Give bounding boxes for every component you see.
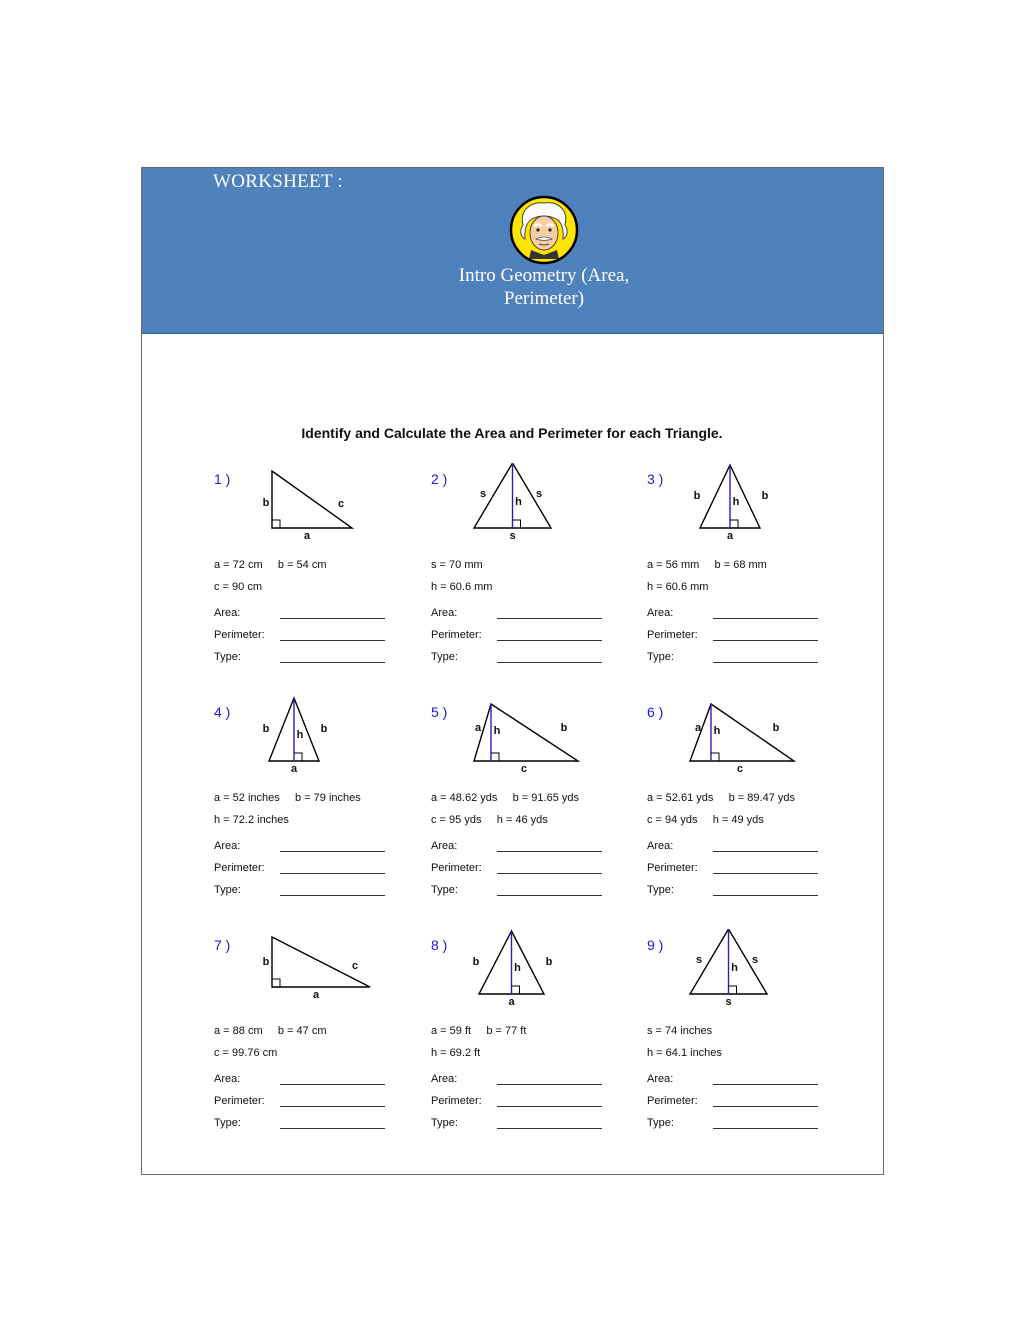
- topic-line-2: Perimeter): [503, 288, 585, 309]
- problem-8: [431, 937, 639, 1147]
- side-label-base: a: [303, 530, 311, 542]
- perimeter-answer-row: [431, 629, 603, 643]
- perimeter-answer-blank[interactable]: [280, 873, 385, 874]
- triangle-figure: [214, 696, 414, 776]
- area-answer-row: [647, 607, 819, 621]
- right-angle-mark: [272, 520, 280, 528]
- given-values-line-1: s = 70 mm: [431, 559, 483, 571]
- perimeter-label: Perimeter:: [431, 1095, 482, 1107]
- right-angle-mark: [711, 753, 719, 761]
- instructions: Identify and Calculate the Area and Perimeter for each Triangle.: [301, 425, 723, 441]
- given-values-line-1: a = 56 mm b = 68 mm: [647, 559, 767, 571]
- given-values-line-1: a = 48.62 yds b = 91.65 yds: [431, 792, 579, 804]
- problem-number: 7 ): [214, 937, 231, 953]
- area-answer-blank[interactable]: [713, 618, 818, 619]
- perimeter-answer-blank[interactable]: [497, 1106, 602, 1107]
- type-label: Type:: [647, 884, 674, 896]
- problem-9: [647, 937, 855, 1147]
- given-values-line-1: a = 52.61 yds b = 89.47 yds: [647, 792, 795, 804]
- side-label-left: b: [262, 723, 270, 735]
- area-answer-blank[interactable]: [713, 1084, 818, 1085]
- type-answer-blank[interactable]: [280, 895, 385, 896]
- perimeter-label: Perimeter:: [214, 629, 265, 641]
- type-answer-row: [431, 1117, 603, 1131]
- side-label-vertical: b: [262, 956, 270, 968]
- area-label: Area:: [647, 607, 674, 619]
- given-values-line-2: h = 69.2 ft: [431, 1047, 481, 1059]
- type-answer-blank[interactable]: [713, 662, 818, 663]
- problem-number: 9 ): [647, 937, 664, 953]
- type-answer-row: [214, 651, 386, 665]
- perimeter-answer-blank[interactable]: [497, 640, 602, 641]
- given-values-line-2: c = 95 yds h = 46 yds: [431, 814, 548, 826]
- type-label: Type:: [431, 651, 458, 663]
- triangle-figure: [214, 929, 414, 1009]
- type-label: Type:: [431, 884, 458, 896]
- problem-number: 5 ): [431, 704, 448, 720]
- type-label: Type:: [214, 1117, 241, 1129]
- right-angle-mark: [272, 979, 280, 987]
- area-answer-blank[interactable]: [280, 1084, 385, 1085]
- right-angle-mark: [512, 986, 520, 994]
- type-answer-row: [214, 884, 386, 898]
- perimeter-answer-row: [431, 1095, 603, 1109]
- area-label: Area:: [647, 840, 674, 852]
- side-label-base: c: [736, 763, 744, 775]
- perimeter-answer-blank[interactable]: [280, 1106, 385, 1107]
- header-banner: [142, 168, 883, 334]
- side-label-right: b: [320, 723, 328, 735]
- area-answer-row: [214, 1073, 386, 1087]
- area-answer-row: [214, 840, 386, 854]
- height-label: h: [493, 725, 501, 737]
- problem-5: [431, 704, 639, 914]
- perimeter-answer-row: [647, 1095, 819, 1109]
- side-label-right: b: [560, 722, 568, 734]
- side-label-base: s: [509, 530, 516, 542]
- side-label-right: s: [535, 488, 543, 500]
- perimeter-label: Perimeter:: [214, 862, 265, 874]
- given-values-line-2: h = 60.6 mm: [647, 581, 709, 593]
- given-values-line-2: h = 72.2 inches: [214, 814, 289, 826]
- problem-4: [214, 704, 422, 914]
- side-label-hypotenuse: c: [351, 960, 359, 972]
- given-values-line-2: h = 64.1 inches: [647, 1047, 722, 1059]
- perimeter-answer-row: [647, 629, 819, 643]
- worksheet-topic: [413, 264, 675, 310]
- perimeter-answer-blank[interactable]: [497, 873, 602, 874]
- side-label-right: b: [545, 956, 553, 968]
- type-answer-row: [647, 1117, 819, 1131]
- area-answer-blank[interactable]: [497, 851, 602, 852]
- problem-number: 8 ): [431, 937, 448, 953]
- area-answer-row: [214, 607, 386, 621]
- type-answer-blank[interactable]: [713, 1128, 818, 1129]
- perimeter-answer-blank[interactable]: [713, 640, 818, 641]
- topic-line-1: Intro Geometry (Area,: [458, 265, 630, 286]
- area-answer-row: [647, 1073, 819, 1087]
- given-values-line-1: a = 52 inches b = 79 inches: [214, 792, 361, 804]
- problem-2: [431, 471, 639, 681]
- side-label-left: s: [695, 954, 703, 966]
- side-label-left: s: [479, 488, 487, 500]
- height-label: h: [713, 725, 721, 737]
- perimeter-answer-row: [214, 1095, 386, 1109]
- type-answer-blank[interactable]: [713, 895, 818, 896]
- given-values-line-2: c = 94 yds h = 49 yds: [647, 814, 764, 826]
- type-answer-row: [647, 884, 819, 898]
- area-label: Area:: [431, 1073, 458, 1085]
- given-values-line-1: a = 59 ft b = 77 ft: [431, 1025, 527, 1037]
- problem-number: 3 ): [647, 471, 664, 487]
- right-angle-mark: [730, 520, 738, 528]
- triangle-figure: [647, 929, 847, 1009]
- type-label: Type:: [647, 651, 674, 663]
- given-values-line-2: c = 99.76 cm: [214, 1047, 278, 1059]
- height-label: h: [296, 729, 304, 741]
- perimeter-answer-row: [431, 862, 603, 876]
- side-label-hypotenuse: c: [337, 498, 345, 510]
- area-answer-blank[interactable]: [497, 1084, 602, 1085]
- problem-1: [214, 471, 422, 681]
- given-values-line-2: h = 60.6 mm: [431, 581, 493, 593]
- perimeter-answer-row: [647, 862, 819, 876]
- type-answer-row: [647, 651, 819, 665]
- side-label-base: c: [520, 763, 528, 775]
- height-label: h: [731, 962, 738, 974]
- worksheet-label: WORKSHEET :: [213, 171, 344, 192]
- given-values-line-1: a = 72 cm b = 54 cm: [214, 559, 327, 571]
- perimeter-label: Perimeter:: [647, 1095, 698, 1107]
- type-answer-row: [214, 1117, 386, 1131]
- area-label: Area:: [214, 607, 241, 619]
- triangle-figure: [214, 463, 414, 543]
- side-label-left: b: [693, 490, 701, 502]
- area-answer-row: [431, 607, 603, 621]
- area-answer-row: [647, 840, 819, 854]
- side-label-base: a: [290, 763, 298, 775]
- type-label: Type:: [431, 1117, 458, 1129]
- perimeter-label: Perimeter:: [647, 862, 698, 874]
- triangle-figure: [431, 696, 631, 776]
- type-label: Type:: [647, 1117, 674, 1129]
- triangle-figure: [431, 463, 631, 543]
- perimeter-label: Perimeter:: [431, 862, 482, 874]
- perimeter-answer-blank[interactable]: [280, 640, 385, 641]
- type-answer-blank[interactable]: [497, 662, 602, 663]
- right-angle-mark: [513, 520, 521, 528]
- type-answer-blank[interactable]: [497, 895, 602, 896]
- type-answer-blank[interactable]: [280, 662, 385, 663]
- side-label-base: a: [508, 996, 515, 1008]
- triangle-figure: [647, 463, 847, 543]
- side-label-vertical: b: [262, 497, 270, 509]
- type-label: Type:: [214, 651, 241, 663]
- perimeter-answer-blank[interactable]: [713, 1106, 818, 1107]
- type-answer-blank[interactable]: [280, 1128, 385, 1129]
- type-answer-blank[interactable]: [497, 1128, 602, 1129]
- area-answer-blank[interactable]: [713, 851, 818, 852]
- area-answer-row: [431, 1073, 603, 1087]
- perimeter-label: Perimeter:: [214, 1095, 265, 1107]
- given-values-line-2: c = 90 cm: [214, 581, 262, 593]
- problem-6: [647, 704, 855, 914]
- side-label-left: b: [472, 956, 480, 968]
- area-label: Area:: [431, 840, 458, 852]
- problem-number: 6 ): [647, 704, 664, 720]
- height-label: h: [732, 496, 740, 508]
- side-label-right: b: [761, 490, 769, 502]
- height-label: h: [515, 496, 522, 508]
- perimeter-answer-row: [214, 629, 386, 643]
- problem-number: 4 ): [214, 704, 231, 720]
- right-angle-mark: [491, 753, 499, 761]
- side-label-left: a: [694, 722, 702, 734]
- einstein-logo-icon: [509, 195, 579, 265]
- problem-number: 1 ): [214, 471, 231, 487]
- area-label: Area:: [214, 1073, 241, 1085]
- area-label: Area:: [214, 840, 241, 852]
- area-answer-row: [431, 840, 603, 854]
- side-label-right: s: [751, 954, 759, 966]
- side-label-base: s: [725, 996, 732, 1008]
- given-values-line-1: a = 88 cm b = 47 cm: [214, 1025, 327, 1037]
- height-label: h: [514, 962, 521, 974]
- problem-3: [647, 471, 855, 681]
- perimeter-label: Perimeter:: [647, 629, 698, 641]
- area-answer-blank[interactable]: [280, 618, 385, 619]
- problem-number: 2 ): [431, 471, 448, 487]
- area-answer-blank[interactable]: [280, 851, 385, 852]
- type-label: Type:: [214, 884, 241, 896]
- type-answer-row: [431, 884, 603, 898]
- perimeter-answer-blank[interactable]: [713, 873, 818, 874]
- side-label-base: a: [312, 989, 320, 1001]
- type-answer-row: [431, 651, 603, 665]
- problem-7: [214, 937, 422, 1147]
- side-label-right: b: [772, 722, 780, 734]
- area-label: Area:: [647, 1073, 674, 1085]
- triangle-figure: [647, 696, 847, 776]
- side-label-left: a: [474, 722, 482, 734]
- triangle-figure: [431, 929, 631, 1009]
- perimeter-label: Perimeter:: [431, 629, 482, 641]
- given-values-line-1: s = 74 inches: [647, 1025, 713, 1037]
- right-angle-mark: [729, 986, 737, 994]
- right-angle-mark: [294, 753, 302, 761]
- area-label: Area:: [431, 607, 458, 619]
- side-label-base: a: [726, 530, 734, 542]
- area-answer-blank[interactable]: [497, 618, 602, 619]
- perimeter-answer-row: [214, 862, 386, 876]
